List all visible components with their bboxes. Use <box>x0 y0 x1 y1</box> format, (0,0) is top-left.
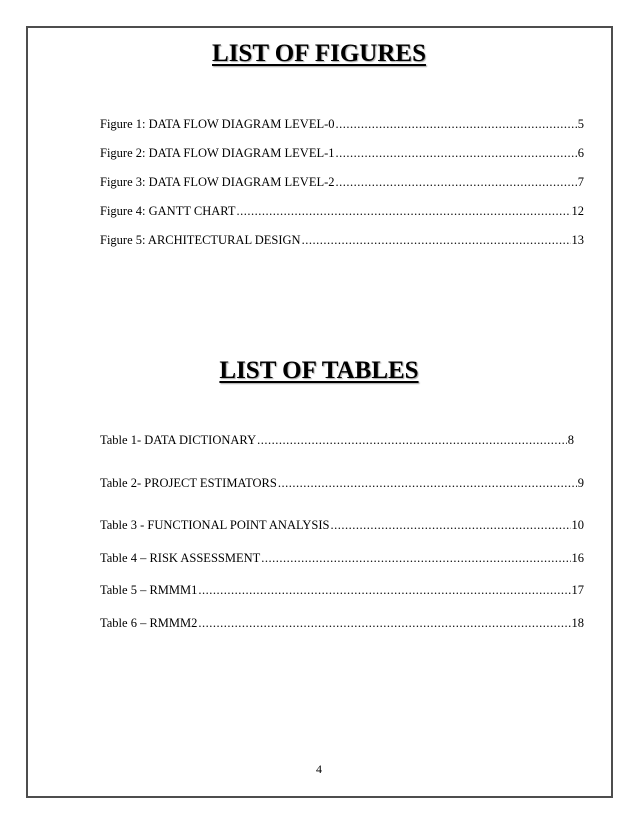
table-label: Table 4 – RISK ASSESSMENT <box>100 551 261 565</box>
figure-entry-2[interactable] <box>100 145 584 161</box>
table-entry-3[interactable] <box>100 517 584 533</box>
dot-leader <box>336 174 577 190</box>
figure-label: Figure 5: ARCHITECTURAL DESIGN <box>100 233 301 247</box>
table-entry-5[interactable] <box>100 582 584 598</box>
table-label: Table 2- PROJECT ESTIMATORS <box>100 476 277 490</box>
figure-entry-5[interactable] <box>100 232 584 248</box>
table-label: Table 5 – RMMM1 <box>100 583 198 597</box>
dot-leader <box>336 116 577 132</box>
table-page: 8 <box>567 433 574 447</box>
table-label: Table 1- DATA DICTIONARY <box>100 433 257 447</box>
figure-label: Figure 1: DATA FLOW DIAGRAM LEVEL-0 <box>100 117 335 131</box>
figure-label: Figure 4: GANTT CHART <box>100 204 236 218</box>
dot-leader <box>261 550 570 566</box>
table-entry-6[interactable] <box>100 615 584 631</box>
list-of-tables-heading: LIST OF TABLES <box>219 357 419 384</box>
table-page: 17 <box>571 583 584 597</box>
dot-leader <box>302 232 571 248</box>
dot-leader <box>330 517 570 533</box>
page-number: 4 <box>316 762 322 776</box>
table-label: Table 6 – RMMM2 <box>100 616 198 630</box>
dot-leader <box>278 475 577 491</box>
table-entry-2[interactable] <box>100 475 584 491</box>
dot-leader <box>257 432 567 448</box>
dot-leader <box>198 582 570 598</box>
figure-entry-3[interactable] <box>100 174 584 190</box>
table-entry-1[interactable] <box>100 432 574 448</box>
figure-entry-4[interactable] <box>100 203 584 219</box>
page-border <box>26 26 613 798</box>
figure-label: Figure 2: DATA FLOW DIAGRAM LEVEL-1 <box>100 146 335 160</box>
table-page: 18 <box>571 616 584 630</box>
table-entry-4[interactable] <box>100 550 584 566</box>
list-of-figures-heading: LIST OF FIGURES <box>212 40 426 67</box>
dot-leader <box>236 203 570 219</box>
figure-page: 12 <box>571 204 584 218</box>
figure-page: 5 <box>577 117 584 131</box>
table-page: 10 <box>571 518 584 532</box>
table-page: 9 <box>577 476 584 490</box>
figure-page: 7 <box>577 175 584 189</box>
dot-leader <box>336 145 577 161</box>
dot-leader <box>198 615 570 631</box>
figure-page: 13 <box>571 233 584 247</box>
figure-label: Figure 3: DATA FLOW DIAGRAM LEVEL-2 <box>100 175 335 189</box>
table-label: Table 3 - FUNCTIONAL POINT ANALYSIS <box>100 518 330 532</box>
table-page: 16 <box>571 551 584 565</box>
figure-page: 6 <box>577 146 584 160</box>
figure-entry-1[interactable] <box>100 116 584 132</box>
